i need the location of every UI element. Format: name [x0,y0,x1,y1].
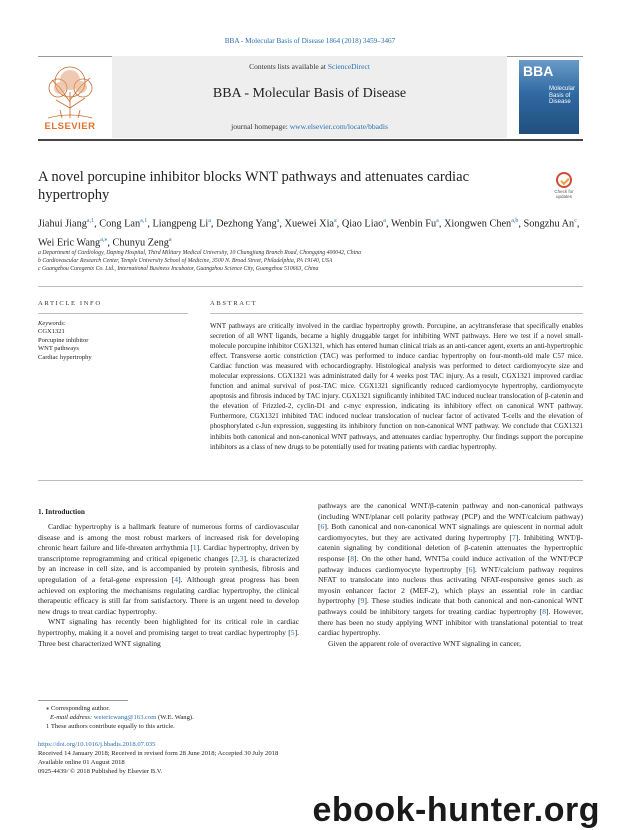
divider [210,313,583,314]
author-name: Dezhong Yang [216,218,277,230]
citation-link[interactable]: 4 [174,574,179,584]
journal-homepage [112,122,507,131]
author-name: Wei Eric Wang [38,237,101,249]
author-affiliation-marker[interactable]: a,b [511,218,519,224]
author-affiliation-marker[interactable]: a [276,218,280,224]
author-name: Liangpeng Li [152,218,209,230]
text-run: ]. These studies indicate that both canonical and non-canonical WNT pathways could be inhibitory targets for treating cardiac hypertrophy [ [318,596,584,616]
author-name: Qiao Liao [341,218,384,230]
author-affiliation-marker[interactable]: a [436,218,439,224]
affiliation-a: a Department of Cardiology, Daping Hospital, Third Military Medical University, 10 Changjiang Branch Road, Chongqing 400042, China [38,250,362,256]
citation-link[interactable]: 9 [360,596,365,606]
body-column-left [38,522,299,649]
author-name: Xuewei Xia [284,218,334,230]
equal-contribution-note: 1 These authors contribute equally to this article. [46,723,175,730]
citation-link[interactable]: 5 [290,627,295,637]
paragraph [38,522,299,617]
author-list: Jiahui Jiang$^{a,1}$, Cong Lan$^{a,1}$, Liangpeng Li$^a$, Dezhong Yang$^a$, Xuewei Xia$^a$, Qiao Liao$^a$, Wenbin Fu$^a$, Xiongwen Chen$^{a,b}$, Songzhu An$^c$, Wei Eric Wang$^{a,⁎}$, Chunyu Zeng$^a$ [38,218,580,249]
author-affiliation-marker[interactable]: a [334,218,337,224]
keywords-label: Keywords: [38,320,66,327]
citation-link[interactable]: 1 [192,543,197,553]
copyright: 0925-4439/ © 2018 Published by Elsevier B.V. [38,768,163,775]
sciencedirect-link[interactable]: ScienceDirect [327,62,370,71]
author-name: Cong Lan [99,218,141,230]
check-updates-icon [556,172,572,188]
doi [38,741,398,748]
footnote-divider [38,700,128,701]
corresponding-author-note: ⁎ Corresponding author. [46,705,110,712]
abstract-heading: ABSTRACT [210,300,258,307]
text-run: ]. WNT/calcium pathway requires NFAT to translocate into nucleus thus activating NFAT-responsive genes such as myosin enhancer factor 2 (MEF-2), which plays an essential role in cardiac hypertrophy [ [318,564,583,606]
author-affiliation-marker[interactable]: c [574,218,577,224]
check-updates-line2: updates [555,194,572,199]
text-run: ]. Cardiac hypertrophy, driven by transcriptome reprogramming and critical epigenetic changes [ [38,543,299,563]
cover-subtitle: Molecular Basis of Disease [549,86,576,105]
author-affiliation-marker[interactable]: a [208,218,211,224]
email-link[interactable]: weiericwang@163.com [93,714,157,721]
author-affiliation-marker[interactable]: a,⁎ [100,237,108,244]
text-run: ]. On the other hand, WNT5a could induce activation of the WNT/PCP pathway induces cardiomyocyte hypertrophy [ [318,553,584,574]
keyword: WNT pathways [38,345,79,353]
text-run: ]. Three best characterized WNT signaling [38,627,299,648]
journal-title: BBA - Molecular Basis of Disease [212,86,407,101]
citation-link[interactable]: 6 [468,564,473,574]
journal-cover[interactable] [519,60,579,134]
affiliation-b: b Cardiovascular Research Center, Temple University School of Medicine, 3500 N. Broad Street, Philadelphia, PA 19140, USA [38,258,333,264]
history-dates: Received 14 January 2018; Received in revised form 28 June 2018; Accepted 30 July 2018 [38,750,279,757]
divider [38,286,583,287]
author-affiliation-marker[interactable]: a,1 [86,218,95,224]
citation-link[interactable]: 2,3 [233,553,244,563]
paragraph: Given the apparent role of overactive WNT signaling in cancer, [328,638,521,648]
author-name: Chunyu Zeng [112,237,169,249]
citation-link[interactable]: 8 [542,606,547,616]
homepage-prefix: journal homepage: [231,122,290,131]
text-run: ]. Inhibiting WNT/β-catenin signaling by conditional deletion of β-catenin attenuates the hypertrophic response [ [318,532,583,563]
homepage-link[interactable]: www.elsevier.com/locate/bbadis [289,122,388,131]
keyword: CGX1321 [38,328,65,336]
contents-prefix: Contents lists available at [249,62,328,71]
paragraph [318,501,583,639]
author-affiliation-marker[interactable]: a,1 [140,218,148,224]
body-column-right [318,501,583,649]
divider [38,313,188,314]
author-name: Xiongwen Chen [444,218,512,230]
introduction-heading: 1. Introduction [38,507,85,516]
online-date: Available online 01 August 2018 [38,759,125,766]
paragraph [38,617,299,649]
article-title: A novel porcupine inhibitor blocks WNT pathways and attenuates cardiac hypertrophy [38,169,470,203]
check-for-updates-badge[interactable] [547,172,581,202]
journal-reference[interactable]: BBA - Molecular Basis of Disease 1864 (2018) 3459–3467 [224,37,396,45]
text-run: ]. Although great progress has been achieved on exploring the mechanisms regulating cardiac hypertrophy, the clinical therapeutic efficacy is still far from satisfactory. There is an urgent need to develop new drugs to treat cardiac hypertrophy. [38,574,299,616]
affiliation-c: c Guangzhou Curegenix Co. Ltd., International Business Incubator, Guangzhou Science City, Guangzhou 510663, China [38,266,319,272]
doi-link[interactable]: https://doi.org/10.1016/j.bbadis.2018.07.035 [38,741,156,748]
text-run: ]. Both canonical and non-canonical WNT signalings are quiescent in normal adult cardiomyocytes, but they are activated during hypertrophy [ [318,522,583,542]
author-affiliation-marker[interactable]: a [168,237,172,244]
citation-link[interactable]: 6 [320,522,325,532]
keyword: Cardiac hypertrophy [38,353,92,361]
author-name: Jiahui Jiang [38,218,87,230]
abstract-text: WNT pathways are critically involved in the cardiac hypertrophy growth. Porcupine, an acyltransferase that specifically enables secretion of all WNT ligands, became a highly druggable target for inhibiting WNT pathways. Here we test if a novel small-molecule porcupine inhibitor CGX1321, which has entered human clinical trials as an anti-cancer agent, exerts an anti-hypertrophic effect. Transverse aortic constriction (TAC) was performed to induce cardiac hypertrophy on four-month-old male C57 mice. Cardiac function was measured with echocardiography. Histological analysis was performed to detect cardiomyocyte size and molecular expressions. CGX1321 was administrated daily for 4 weeks post TAC injury. As a result, CGX1321 improved cardiac function and animal survival of post-TAC mice. CGX1321 significantly reduced cardiomyocyte hypertrophy, cardiomyocyte apoptosis and fibrosis induced by TAC injury. CGX1321 significantly inhibited TAC induced nuclear translocation of β-catenin and the elevation of Frizzled-2, cyclin-D1 and c-myc expression, indicating its inhibitory effect on canonical WNT pathway. Furthermore, CGX1321 inhibited TAC induced nuclear translocation of nuclear factor of activated T-cells and the elevation of phosphorylated c-Jun expression, suggesting its inhibitory function on non-canonical WNT pathway. We conclude that CGX1321 inhibits both canonical and non-canonical WNT pathways, and attenuates cardiac hypertrophy. Our findings support the porcupine inhibitors as a class of new drugs to be potentially used for treating patients with cardiac hypertrophy. [210,322,583,451]
email-label: E-mail address: [50,714,94,721]
cover-title: BBA [523,63,554,79]
divider [38,480,583,481]
keyword: Porcupine inhibitor [38,336,89,344]
text-run: ]. However, there has been no study applying WNT inhibitor with translational potential to treat cardiac hypertrophy. [318,606,583,638]
contents-line [112,62,507,71]
citation-link[interactable]: 7 [512,532,516,542]
author-name: Songzhu An [523,218,575,230]
text-run: WNT signaling has recently been highlighted for its critical role in cardiac hypertrophy, making it a novel and promising target to treat cardiac hypertrophy [ [38,617,299,637]
watermark-text: ebook-hunter.org [312,791,600,829]
author-affiliation-marker[interactable]: a [383,218,386,224]
publisher-name: ELSEVIER [44,121,96,132]
article-info-heading: ARTICLE INFO [38,300,102,307]
email-suffix: (W.E. Wang). [156,714,194,721]
citation-link[interactable]: 8 [350,553,354,563]
check-updates-line1: Check for [554,189,574,194]
keywords-block [38,320,188,362]
email-note [50,714,350,721]
author-name: Wenbin Fu [390,218,437,230]
text-run: ], is characterized by an increase in cell size, and is accompanied by protein synthesis, fibrosis and upregulation of a fetal-gene expression [ [38,553,299,584]
text-run: Cardiac hypertrophy is a hallmark feature of numerous forms of cardiovascular disease and is among the most robust markers of increased risk for developing chronic heart failure and life-threaten arrhythmia [ [38,522,299,553]
text-run: pathways are the canonical WNT/β-catenin pathway and non-canonical pathways (including WNT/planar cell polarity pathway (PCP) and the WNT/calcium pathway) [ [318,501,583,532]
